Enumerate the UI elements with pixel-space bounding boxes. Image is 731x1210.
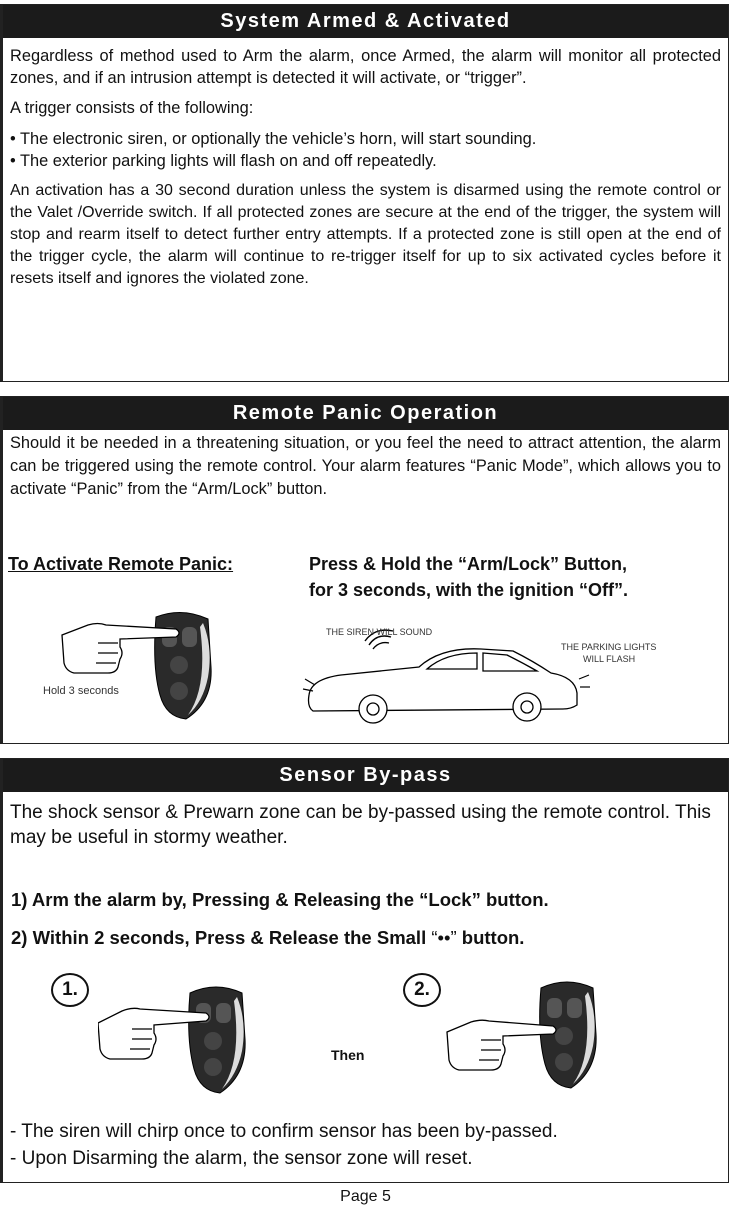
bullet-item: • The electronic siren, or optionally the vehicle’s horn, will start sounding. bbox=[10, 130, 537, 148]
section-title: Sensor By-pass bbox=[3, 759, 728, 792]
step-2-text-end: button. bbox=[456, 927, 525, 948]
paragraph: The shock sensor & Prewarn zone can be by-passed using the remote control. This may be useful in stormy weather. bbox=[10, 802, 711, 848]
paragraph: A trigger consists of the following: bbox=[10, 99, 254, 117]
car-illustration bbox=[301, 627, 591, 737]
note-line: - Upon Disarming the alarm, the sensor zone will reset. bbox=[10, 1148, 473, 1169]
step-number-1: 1. bbox=[51, 973, 89, 1007]
step-1: 1) Arm the alarm by, Pressing & Releasing the “Lock” button. bbox=[11, 889, 549, 910]
paragraph: Regardless of method used to Arm the alarm, once Armed, the alarm will monitor all protected zones, and if an intrusion attempt is detected it will activate, or “trigger”. bbox=[10, 47, 721, 87]
instruction-line: Press & Hold the “Arm/Lock” Button, bbox=[309, 554, 628, 574]
step-2-text: 2) Within 2 seconds, Press & Release the Small bbox=[11, 927, 432, 948]
section-body bbox=[3, 38, 728, 290]
section-remote-panic bbox=[0, 396, 729, 744]
lights-caption: THE PARKING LIGHTS bbox=[561, 642, 657, 652]
section-title: System Armed & Activated bbox=[3, 5, 728, 38]
section-title: Remote Panic Operation bbox=[3, 397, 728, 430]
pointing-hand-icon bbox=[447, 1020, 556, 1070]
section-sensor-bypass bbox=[0, 758, 729, 1183]
car-icon bbox=[309, 649, 578, 723]
lights-caption: WILL FLASH bbox=[583, 654, 636, 664]
remote-with-hand-illustration bbox=[58, 607, 258, 722]
instruction-line: for 3 seconds, with the ignition “Off”. bbox=[309, 580, 628, 600]
remote-fob-icon bbox=[189, 987, 245, 1093]
section-body bbox=[3, 430, 728, 501]
remote-fob-icon bbox=[540, 982, 596, 1088]
remote-step2-illustration bbox=[443, 974, 643, 1089]
note-line: - The siren will chirp once to confirm sensor has been by-passed. bbox=[10, 1121, 558, 1142]
hold-caption: Hold 3 seconds bbox=[43, 685, 119, 697]
paragraph: Should it be needed in a threatening situation, or you feel the need to attract attention, the alarm can be triggered using the remote control. Your alarm features “Panic Mode”, which allows you to activate “Panic” from the “Arm/Lock” button. bbox=[10, 434, 721, 498]
activate-label: To Activate Remote Panic: bbox=[8, 554, 234, 574]
step-number-2: 2. bbox=[403, 973, 441, 1007]
section-body bbox=[3, 792, 728, 850]
siren-caption: THE SIREN WILL SOUND bbox=[326, 627, 433, 637]
paragraph: An activation has a 30 second duration unless the system is disarmed using the remote control or the Valet /Override switch. If all protected zones are secure at the end of the trigger, the system will stop and rearm itself to detect further entry attempts. If a protected zone is still open at the end of the trigger cycle, the alarm will continue to re-trigger itself for up to six activated cycles before it resets itself and ignores the violated zone. bbox=[10, 182, 721, 287]
bullet-item: • The exterior parking lights will flash on and off repeatedly. bbox=[10, 152, 437, 170]
section-system-armed bbox=[0, 4, 729, 382]
then-label: Then bbox=[331, 1047, 365, 1063]
step-2 bbox=[11, 927, 524, 949]
small-button-symbol: “••” bbox=[431, 927, 457, 948]
remote-step1-illustration bbox=[98, 979, 298, 1094]
page-number: Page 5 bbox=[340, 1188, 391, 1205]
